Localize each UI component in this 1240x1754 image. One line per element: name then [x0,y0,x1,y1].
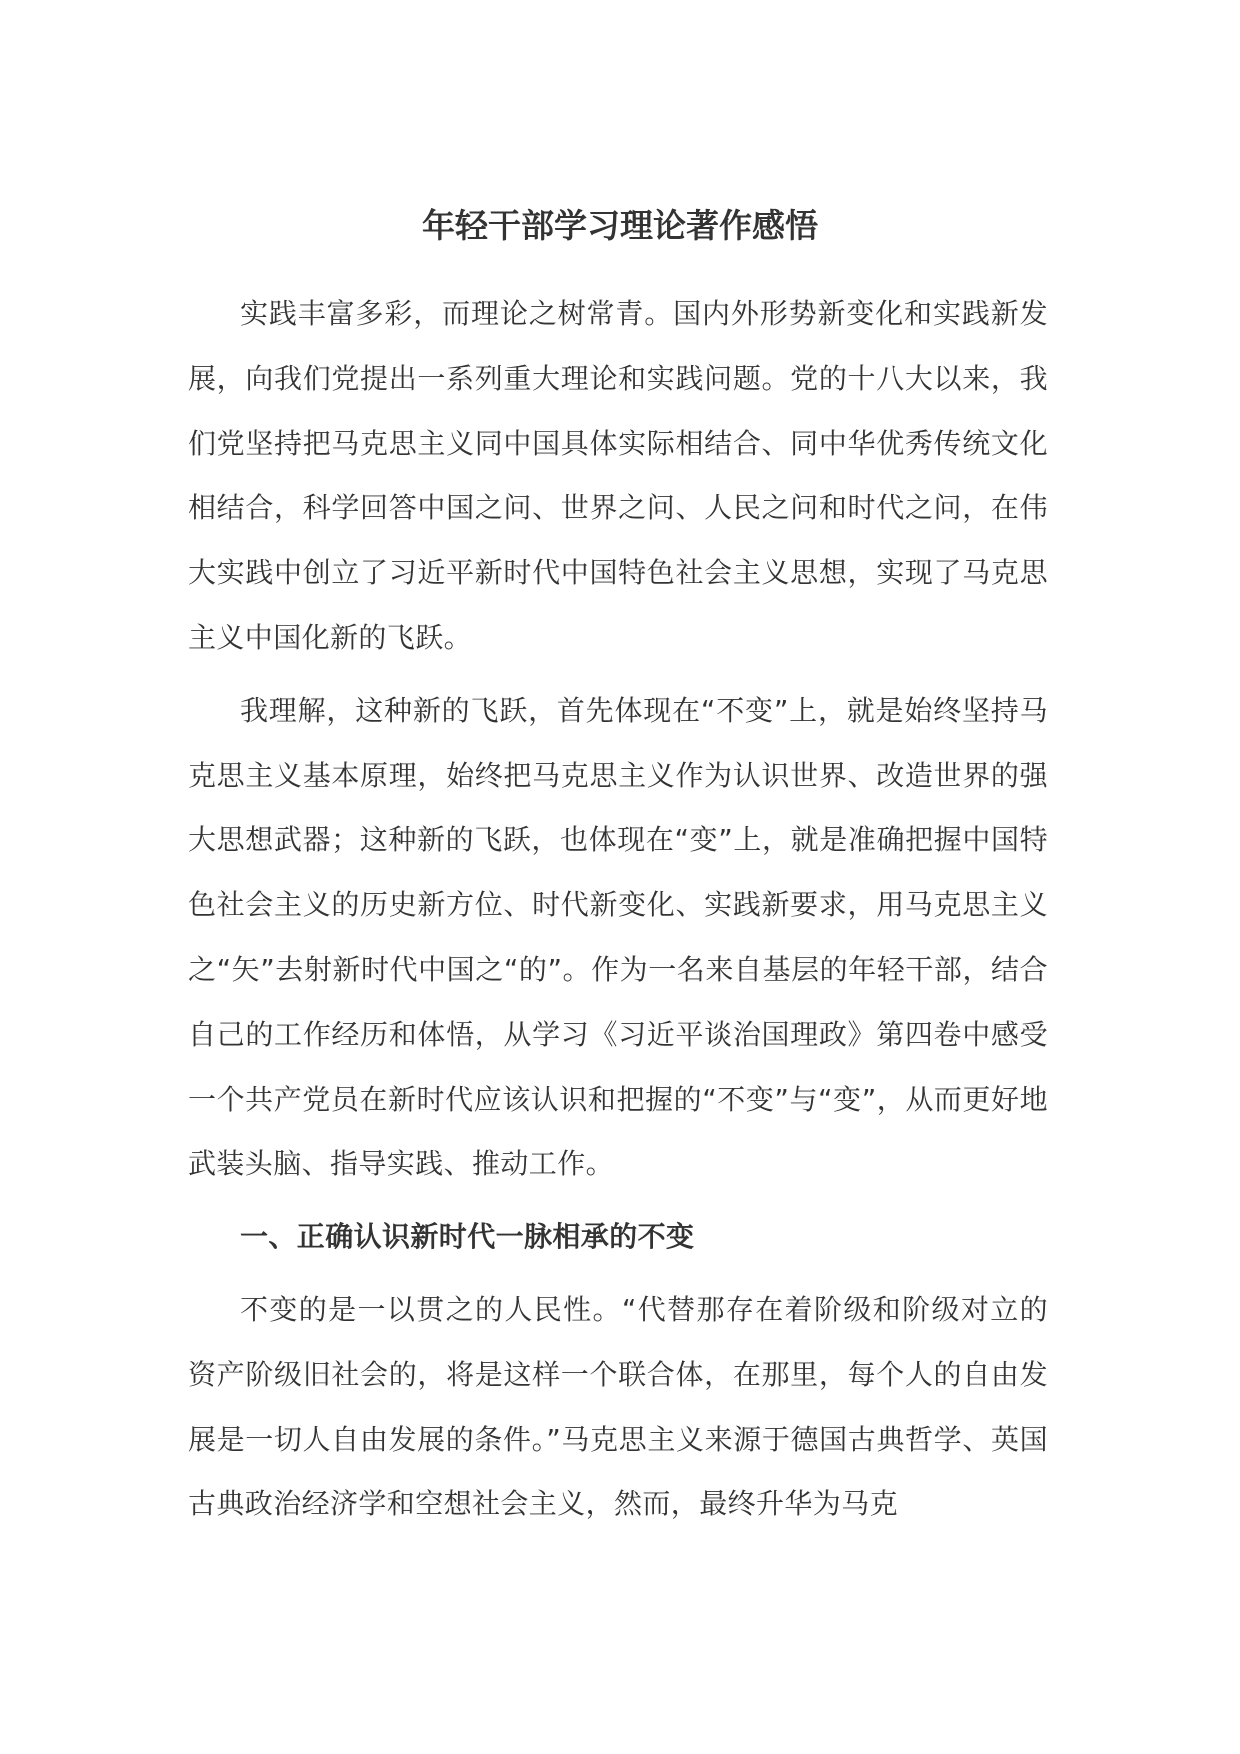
document-title: 年轻干部学习理论著作感悟 [422,206,818,245]
paragraph-section-one: 不变的是一以贯之的人民性。“代替那存在着阶级和阶级对立的资产阶级旧社会的，将是这样一个联合体，在那里，每个人的自由发展是一切人自由发展的条件。”马克思主义来源于德国古典哲学、英国古典政治经济学和空想社会主义，然而，最终升华为马克 [188,1292,1048,1521]
document-body [188,282,1048,1537]
paragraph-understanding: 我理解，这种新的飞跃，首先体现在“不变”上，就是始终坚持马克思主义基本原理，始终把马克思主义作为认识世界、改造世界的强大思想武器；这种新的飞跃，也体现在“变”上，就是准确把握中国特色社会主义的历史新方位、时代新变化、实践新要求，用马克思主义之“矢”去射新时代中国之“的”。作为一名来自基层的年轻干部，结合自己的工作经历和体悟，从学习《习近平谈治国理政》第四卷中感受一个共产党员在新时代应该认识和把握的“不变”与“变”，从而更好地武装头脑、指导实践、推动工作。 [188,693,1048,1181]
section-heading: 一、正确认识新时代一脉相承的不变 [240,1220,695,1254]
paragraph-intro: 实践丰富多彩，而理论之树常青。国内外形势新变化和实践新发展，向我们党提出一系列重大理论和实践问题。党的十八大以来，我们党坚持把马克思主义同中国具体实际相结合、同中华优秀传统文化相结合，科学回答中国之问、世界之问、人民之问和时代之问，在伟大实践中创立了习近平新时代中国特色社会主义思想，实现了马克思主义中国化新的飞跃。 [188,297,1048,654]
